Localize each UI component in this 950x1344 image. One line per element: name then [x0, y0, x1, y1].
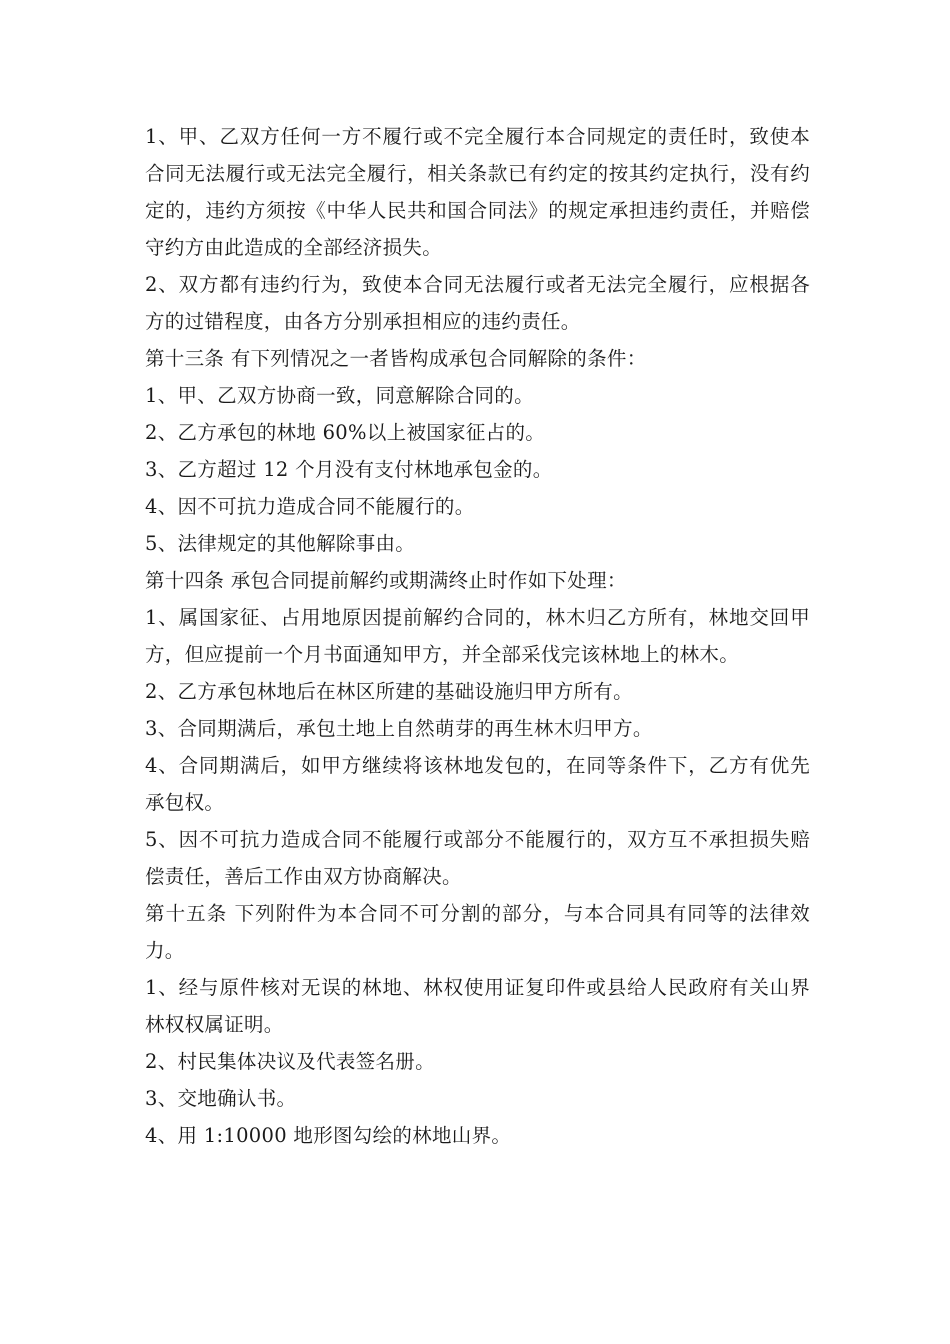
- clause-paragraph: 1、经与原件核对无误的林地、林权使用证复印件或县给人民政府有关山界林权权属证明。: [145, 976, 810, 1036]
- clause-paragraph: 3、乙方超过 12 个月没有支付林地承包金的。: [145, 458, 553, 481]
- clause-paragraph: 5、法律规定的其他解除事由。: [145, 532, 416, 555]
- article-heading: 第十四条 承包合同提前解约或期满终止时作如下处理：: [145, 569, 627, 592]
- clause-paragraph: 4、合同期满后，如甲方继续将该林地发包的，在同等条件下，乙方有优先承包权。: [145, 754, 810, 814]
- clause-paragraph: 2、乙方承包林地后在林区所建的基础设施归甲方所有。: [145, 680, 633, 703]
- clause-paragraph: 1、甲、乙双方协商一致，同意解除合同的。: [145, 384, 534, 407]
- document-body: [145, 118, 810, 1154]
- clause-paragraph: 3、合同期满后，承包土地上自然萌芽的再生林木归甲方。: [145, 717, 653, 740]
- clause-paragraph: 2、双方都有违约行为，致使本合同无法履行或者无法完全履行，应根据各方的过错程度，由各方分别承担相应的违约责任。: [145, 273, 810, 333]
- clause-paragraph: 2、村民集体决议及代表签名册。: [145, 1050, 435, 1073]
- article-heading: 第十五条 下列附件为本合同不可分割的部分，与本合同具有同等的法律效力。: [145, 902, 810, 962]
- article-heading: 第十三条 有下列情况之一者皆构成承包合同解除的条件：: [145, 347, 647, 370]
- clause-paragraph: 1、属国家征、占用地原因提前解约合同的，林木归乙方所有，林地交回甲方，但应提前一个月书面通知甲方，并全部采伐完该林地上的林木。: [145, 606, 810, 666]
- clause-paragraph: 5、因不可抗力造成合同不能履行或部分不能履行的，双方互不承担损失赔偿责任，善后工作由双方协商解决。: [145, 828, 810, 888]
- clause-paragraph: 1、甲、乙双方任何一方不履行或不完全履行本合同规定的责任时，致使本合同无法履行或无法完全履行，相关条款已有约定的按其约定执行，没有约定的，违约方须按《中华人民共和国合同法》的规定承担违约责任，并赔偿守约方由此造成的全部经济损失。: [145, 125, 810, 259]
- clause-paragraph: 4、因不可抗力造成合同不能履行的。: [145, 495, 475, 518]
- clause-paragraph: 3、交地确认书。: [145, 1087, 297, 1110]
- clause-paragraph: 2、乙方承包的林地 60%以上被国家征占的。: [145, 421, 546, 444]
- clause-paragraph: 4、用 1:10000 地形图勾绘的林地山界。: [145, 1124, 512, 1147]
